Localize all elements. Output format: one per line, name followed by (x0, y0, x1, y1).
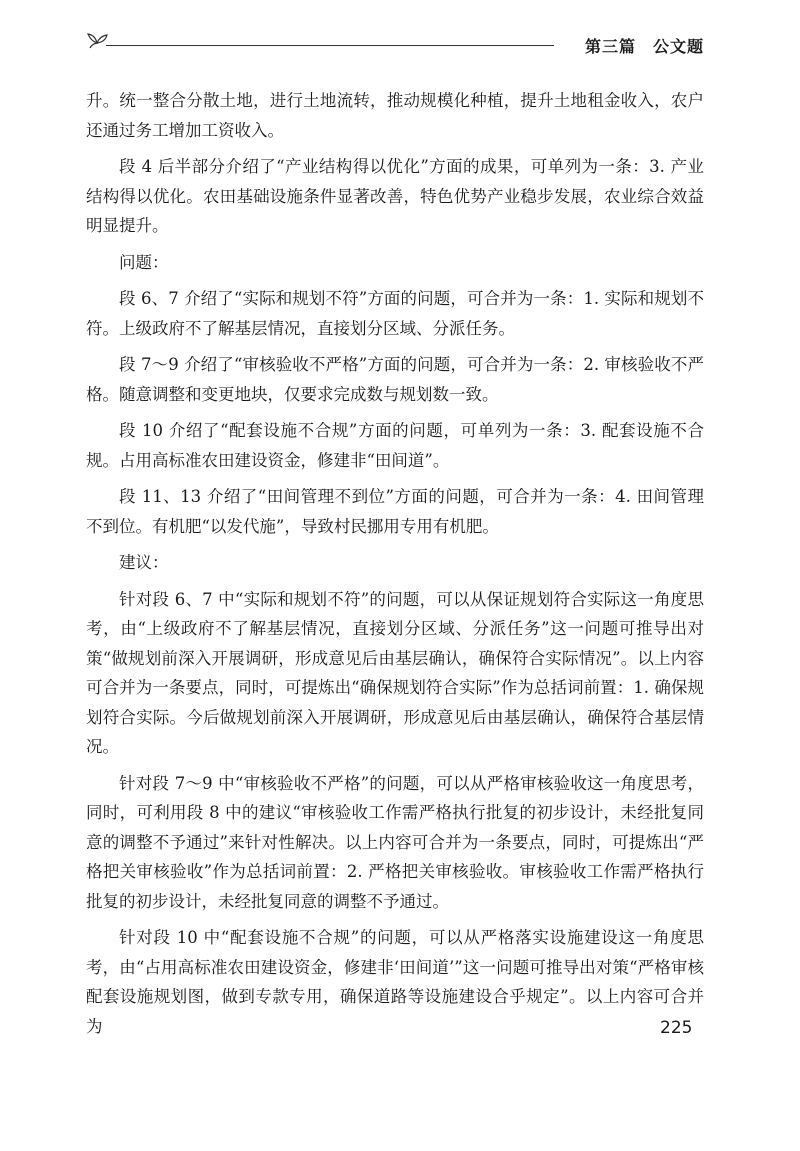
paragraph: 段 7～9 介绍了“审核验收不严格”方面的问题，可合并为一条：2. 审核验收不严格。随意调整和变更地块，仅要求完成数与规划数一致。 (86, 355, 704, 404)
paragraph: 段 4 后半部分介绍了“产业结构得以优化”方面的成果，可单列为一条：3. 产业结构得以优化。农田基础设施条件显著改善，特色优势产业稳步发展，农业综合效益明显提升。 (86, 157, 704, 235)
section-title: 第三篇 公文题 (584, 37, 704, 56)
paragraph: 段 10 介绍了“配套设施不合规”方面的问题，可单列为一条：3. 配套设施不合规。占用高标准农田建设资金，修建非“田间道”。 (86, 421, 704, 470)
page-number: 225 (660, 1018, 693, 1038)
running-header (86, 28, 704, 62)
paragraph: 针对段 6、7 中“实际和规划不符”的问题，可以从保证规划符合实际这一角度思考，由“上级政府不了解基层情况，直接划分区域、分派任务”这一问题可推导出对策“做规划前深入开展调研，形成意见后由基层确认，确保符合实际情况”。以上内容可合并为一条要点，同时，可提炼出“确保规划符合实际”作为总括词前置：1. 确保规划符合实际。今后做规划前深入开展调研，形成意见后由基层确认，确保符合基层情况。 (86, 589, 704, 756)
section-heading-problems: 问题： (119, 252, 169, 272)
sprout-icon (86, 28, 110, 52)
paragraph: 段 6、7 介绍了“实际和规划不符”方面的问题，可合并为一条：1. 实际和规划不符。上级政府不了解基层情况，直接划分区域、分派任务。 (86, 289, 704, 338)
paragraph: 升。统一整合分散土地，进行土地流转，推动规模化种植，提升土地租金收入，农户还通过务工增加工资收入。 (86, 91, 704, 140)
paragraph: 针对段 10 中“配套设施不合规”的问题，可以从严格落实设施建设这一角度思考，由“占用高标准农田建设资金，修建非‘田间道’”这一问题可推导出对策“严格审核配套设施规划图，做到专款专用，确保道路等设施建设合乎规定”。以上内容可合并为 (86, 928, 704, 1036)
header-rule (106, 45, 554, 46)
paragraph: 针对段 7～9 中“审核验收不严格”的问题，可以从严格审核验收这一角度思考，同时，可利用段 8 中的建议“审核验收工作需严格执行批复的初步设计，未经批复同意的调整不予通过”来针对性解决。以上内容可合并为一条要点，同时，可提炼出“严格把关审核验收”作为总括词前置：2. 严格把关审核验收。审核验收工作需严格执行批复的初步设计，未经批复同意的调整不予通过。 (86, 773, 704, 911)
body-text (86, 86, 704, 1041)
section-heading-suggestions: 建议： (119, 553, 169, 572)
paragraph: 段 11、13 介绍了“田间管理不到位”方面的问题，可合并为一条：4. 田间管理不到位。有机肥“以发代施”，导致村民挪用专用有机肥。 (86, 487, 704, 536)
